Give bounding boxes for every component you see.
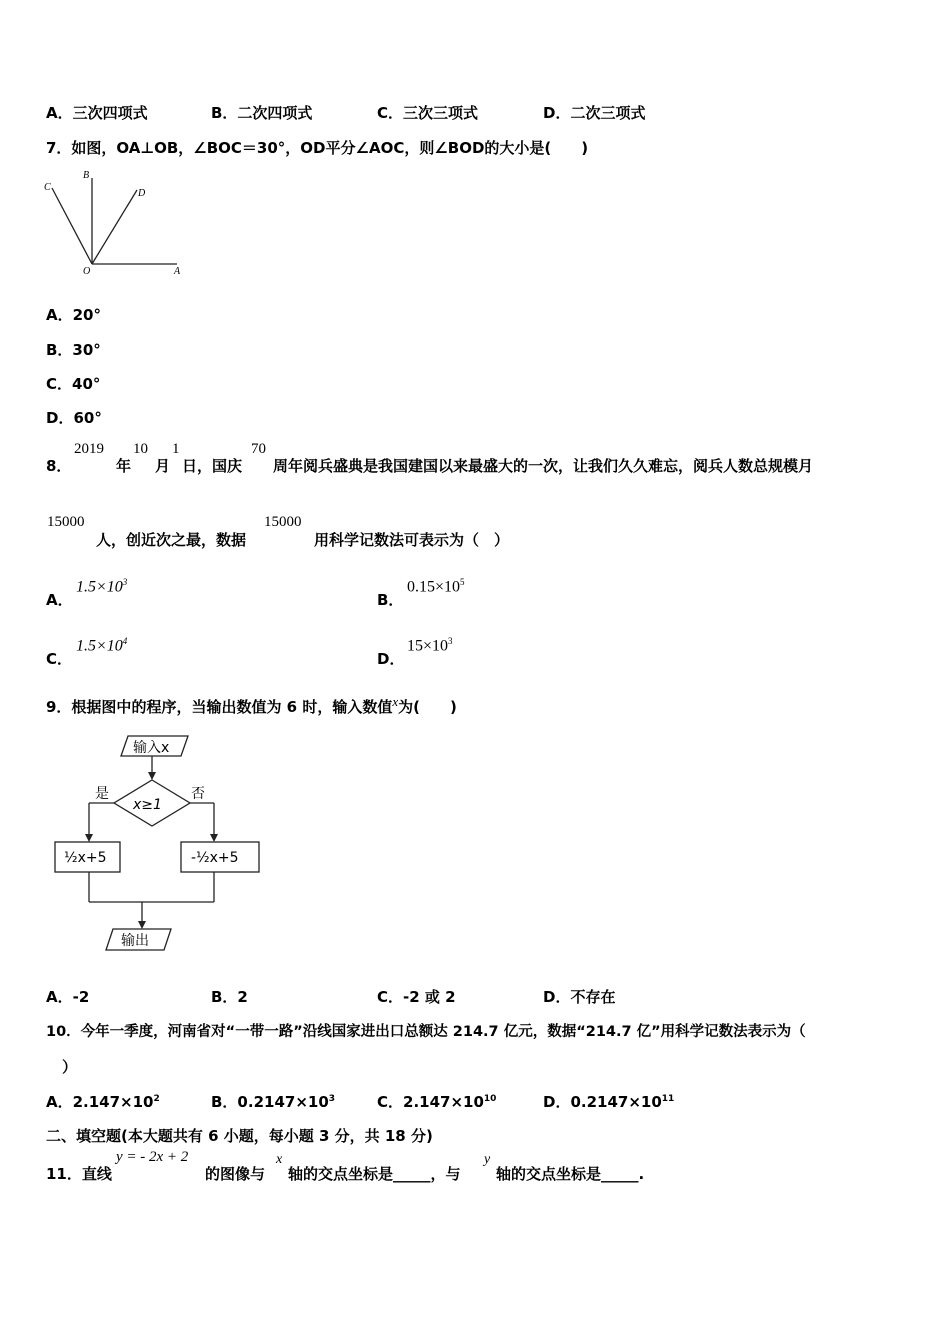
q8-anniversary: 70	[251, 441, 266, 457]
ray-od	[92, 190, 137, 264]
q8-year-unit: 年	[116, 457, 132, 475]
q8-line2-end: 用科学记数法可表示为（ ）	[314, 531, 510, 549]
q9-var: x	[392, 694, 399, 709]
q6-option-a: A．三次四项式	[46, 104, 148, 122]
q9-stem-after: 为( )	[398, 698, 457, 716]
label-d: D	[138, 188, 146, 199]
q7-option-d: D．60°	[46, 409, 102, 427]
q11-equation: y = - 2x + 2	[116, 1149, 189, 1165]
q8-option-a-label: A．	[46, 591, 73, 609]
q9-option-a: A．-2	[46, 988, 90, 1006]
ray-oc	[52, 188, 92, 264]
q8-option-b-value: $0.15\times 10^5$	[407, 577, 465, 596]
q7-option-a: A．20°	[46, 306, 101, 324]
label-a: A	[174, 266, 181, 277]
q6-option-c: C．三次三项式	[377, 104, 479, 122]
arrow-down-icon	[138, 921, 146, 929]
q11-mid1: 的图像与	[205, 1165, 266, 1183]
arrow-down-icon	[85, 834, 93, 842]
q8-month: 10	[133, 441, 148, 457]
q8-option-d-value: $15\times 10^3$	[407, 636, 453, 655]
section-2-title: 二、填空题(本大题共有 6 小题，每小题 3 分，共 18 分)	[46, 1127, 433, 1145]
flow-right-text: -½x+5	[191, 850, 239, 866]
flow-input-text: 输入x	[133, 740, 170, 756]
q8-option-c-label: C．	[46, 650, 73, 668]
q9-stem	[46, 694, 457, 717]
q8-option-c-value: $1.5\times 10^4$	[76, 636, 128, 655]
q10-option-b: B．$0.2147\times 10^3$	[211, 1093, 336, 1111]
q11-end: 轴的交点坐标是_____.	[496, 1165, 645, 1183]
q8-option-a-value: $1.5\times 10^3$	[76, 577, 128, 596]
q11-x: x	[276, 1152, 283, 1167]
q9-option-b: B．2	[211, 988, 248, 1006]
q9-option-c: C．-2 或 2	[377, 988, 456, 1006]
q8-day-unit: 日，国庆	[182, 457, 243, 475]
q10-option-c: C．$2.147\times 10^{10}$	[377, 1093, 497, 1111]
q10-stem-line2: ）	[62, 1058, 78, 1076]
q8-count-2: 15000	[264, 514, 302, 530]
flow-no-label: 否	[191, 786, 205, 802]
q8-line2-mid: 人，创近次之最，数据	[96, 531, 247, 549]
q6-option-d: D．二次三项式	[543, 104, 646, 122]
label-b: B	[83, 170, 90, 181]
flow-output-text: 输出	[121, 933, 149, 949]
q8-year: 2019	[74, 441, 104, 457]
q6-option-b: B．二次四项式	[211, 104, 313, 122]
q8-option-b-label: B．	[377, 591, 404, 609]
arrow-down-icon	[210, 834, 218, 842]
q8-option-d-label: D．	[377, 650, 405, 668]
q8-count: 15000	[47, 514, 85, 530]
label-c: C	[44, 182, 51, 193]
flow-yes-label: 是	[95, 786, 109, 802]
q8-month-unit: 月	[155, 457, 171, 475]
q10-option-d: D．$0.2147\times 10^{11}$	[543, 1093, 675, 1111]
q7-angle-figure	[40, 168, 190, 278]
q7-option-b: B．30°	[46, 341, 101, 359]
q11-mid2: 轴的交点坐标是_____，与	[288, 1165, 461, 1183]
flow-left-text: ½x+5	[64, 850, 107, 866]
label-o: O	[83, 266, 91, 277]
q10-option-a: A．$2.147\times 10^2$	[46, 1093, 160, 1111]
q9-flowchart	[45, 728, 285, 963]
q9-option-d: D．不存在	[543, 988, 616, 1006]
q8-day: 1	[172, 441, 180, 457]
q8-number: 8．	[46, 457, 72, 475]
q8-line1-text: 周年阅兵盛典是我国建国以来最盛大的一次，让我们久久难忘，阅兵人数总规模月	[273, 457, 814, 475]
q7-stem: 7．如图，OA⊥OB，∠BOC＝30°，OD平分∠AOC，则∠BOD的大小是( )	[46, 139, 589, 157]
q10-stem-line1: 10．今年一季度，河南省对“一带一路”沿线国家进出口总额达 214.7 亿元，数据“214.7 亿”用科学记数法表示为（	[46, 1024, 806, 1040]
arrow-down-icon	[148, 772, 156, 780]
q9-stem-before: 9．根据图中的程序，当输出数值为 6 时，输入数值	[46, 698, 393, 716]
q7-option-c: C．40°	[46, 375, 101, 393]
q11-number: 11．直线	[46, 1165, 112, 1183]
q11-y: y	[484, 1152, 491, 1167]
flow-condition-text: x≥1	[133, 797, 162, 813]
